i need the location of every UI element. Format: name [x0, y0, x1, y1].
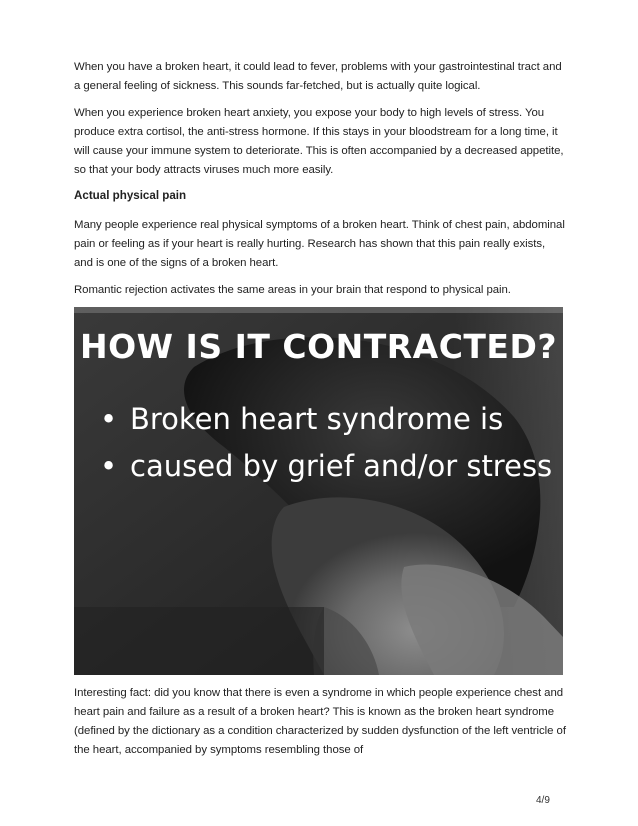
- paragraph-anxiety: When you experience broken heart anxiety, you expose your body to high levels of stress. You produce extra cortisol, the anti-stress hormone. If this stays in your bloodstream for a long time, it will cause your immune system to deteriorate. This is often accompanied by a decreased appetite, so that your body attracts viruses much more easily.: [74, 107, 564, 176]
- section-heading: Actual physical pain: [74, 189, 187, 202]
- paragraph-rejection: Romantic rejection activates the same areas in your brain that respond to physical pain.: [74, 284, 511, 296]
- figure-bullet-text: caused by grief and/or stress: [130, 449, 553, 483]
- bullet-dot-icon: •: [100, 449, 118, 483]
- illustration-image: [74, 307, 563, 675]
- bullet-dot-icon: •: [100, 402, 118, 436]
- page-number: 4/9: [536, 795, 550, 806]
- paragraph-physical-pain: Many people experience real physical symptoms of a broken heart. Think of chest pain, abdominal pain or feeling as if your heart is really hurting. Research has shown that this pain really exists, and is one of the signs of a broken heart.: [74, 219, 565, 269]
- figure-bullet-2: [100, 449, 552, 483]
- paragraph-interesting-fact: Interesting fact: did you know that there is even a syndrome in which people experience chest and heart pain and failure as a result of a broken heart? This is known as the broken heart syndrome (defined by the dictionary as a condition characterized by sudden dysfunction of the left ventricle of the heart, accompanied by symptoms resembling those of: [74, 687, 566, 756]
- paragraph-fever: When you have a broken heart, it could lead to fever, problems with your gastrointestinal tract and a general feeling of sickness. This sounds far-fetched, but is actually quite logical.: [74, 61, 562, 92]
- figure-title: HOW IS IT CONTRACTED?: [79, 327, 558, 366]
- figure-bullet-text: Broken heart syndrome is: [130, 402, 504, 436]
- figure-bullet-1: [100, 402, 503, 436]
